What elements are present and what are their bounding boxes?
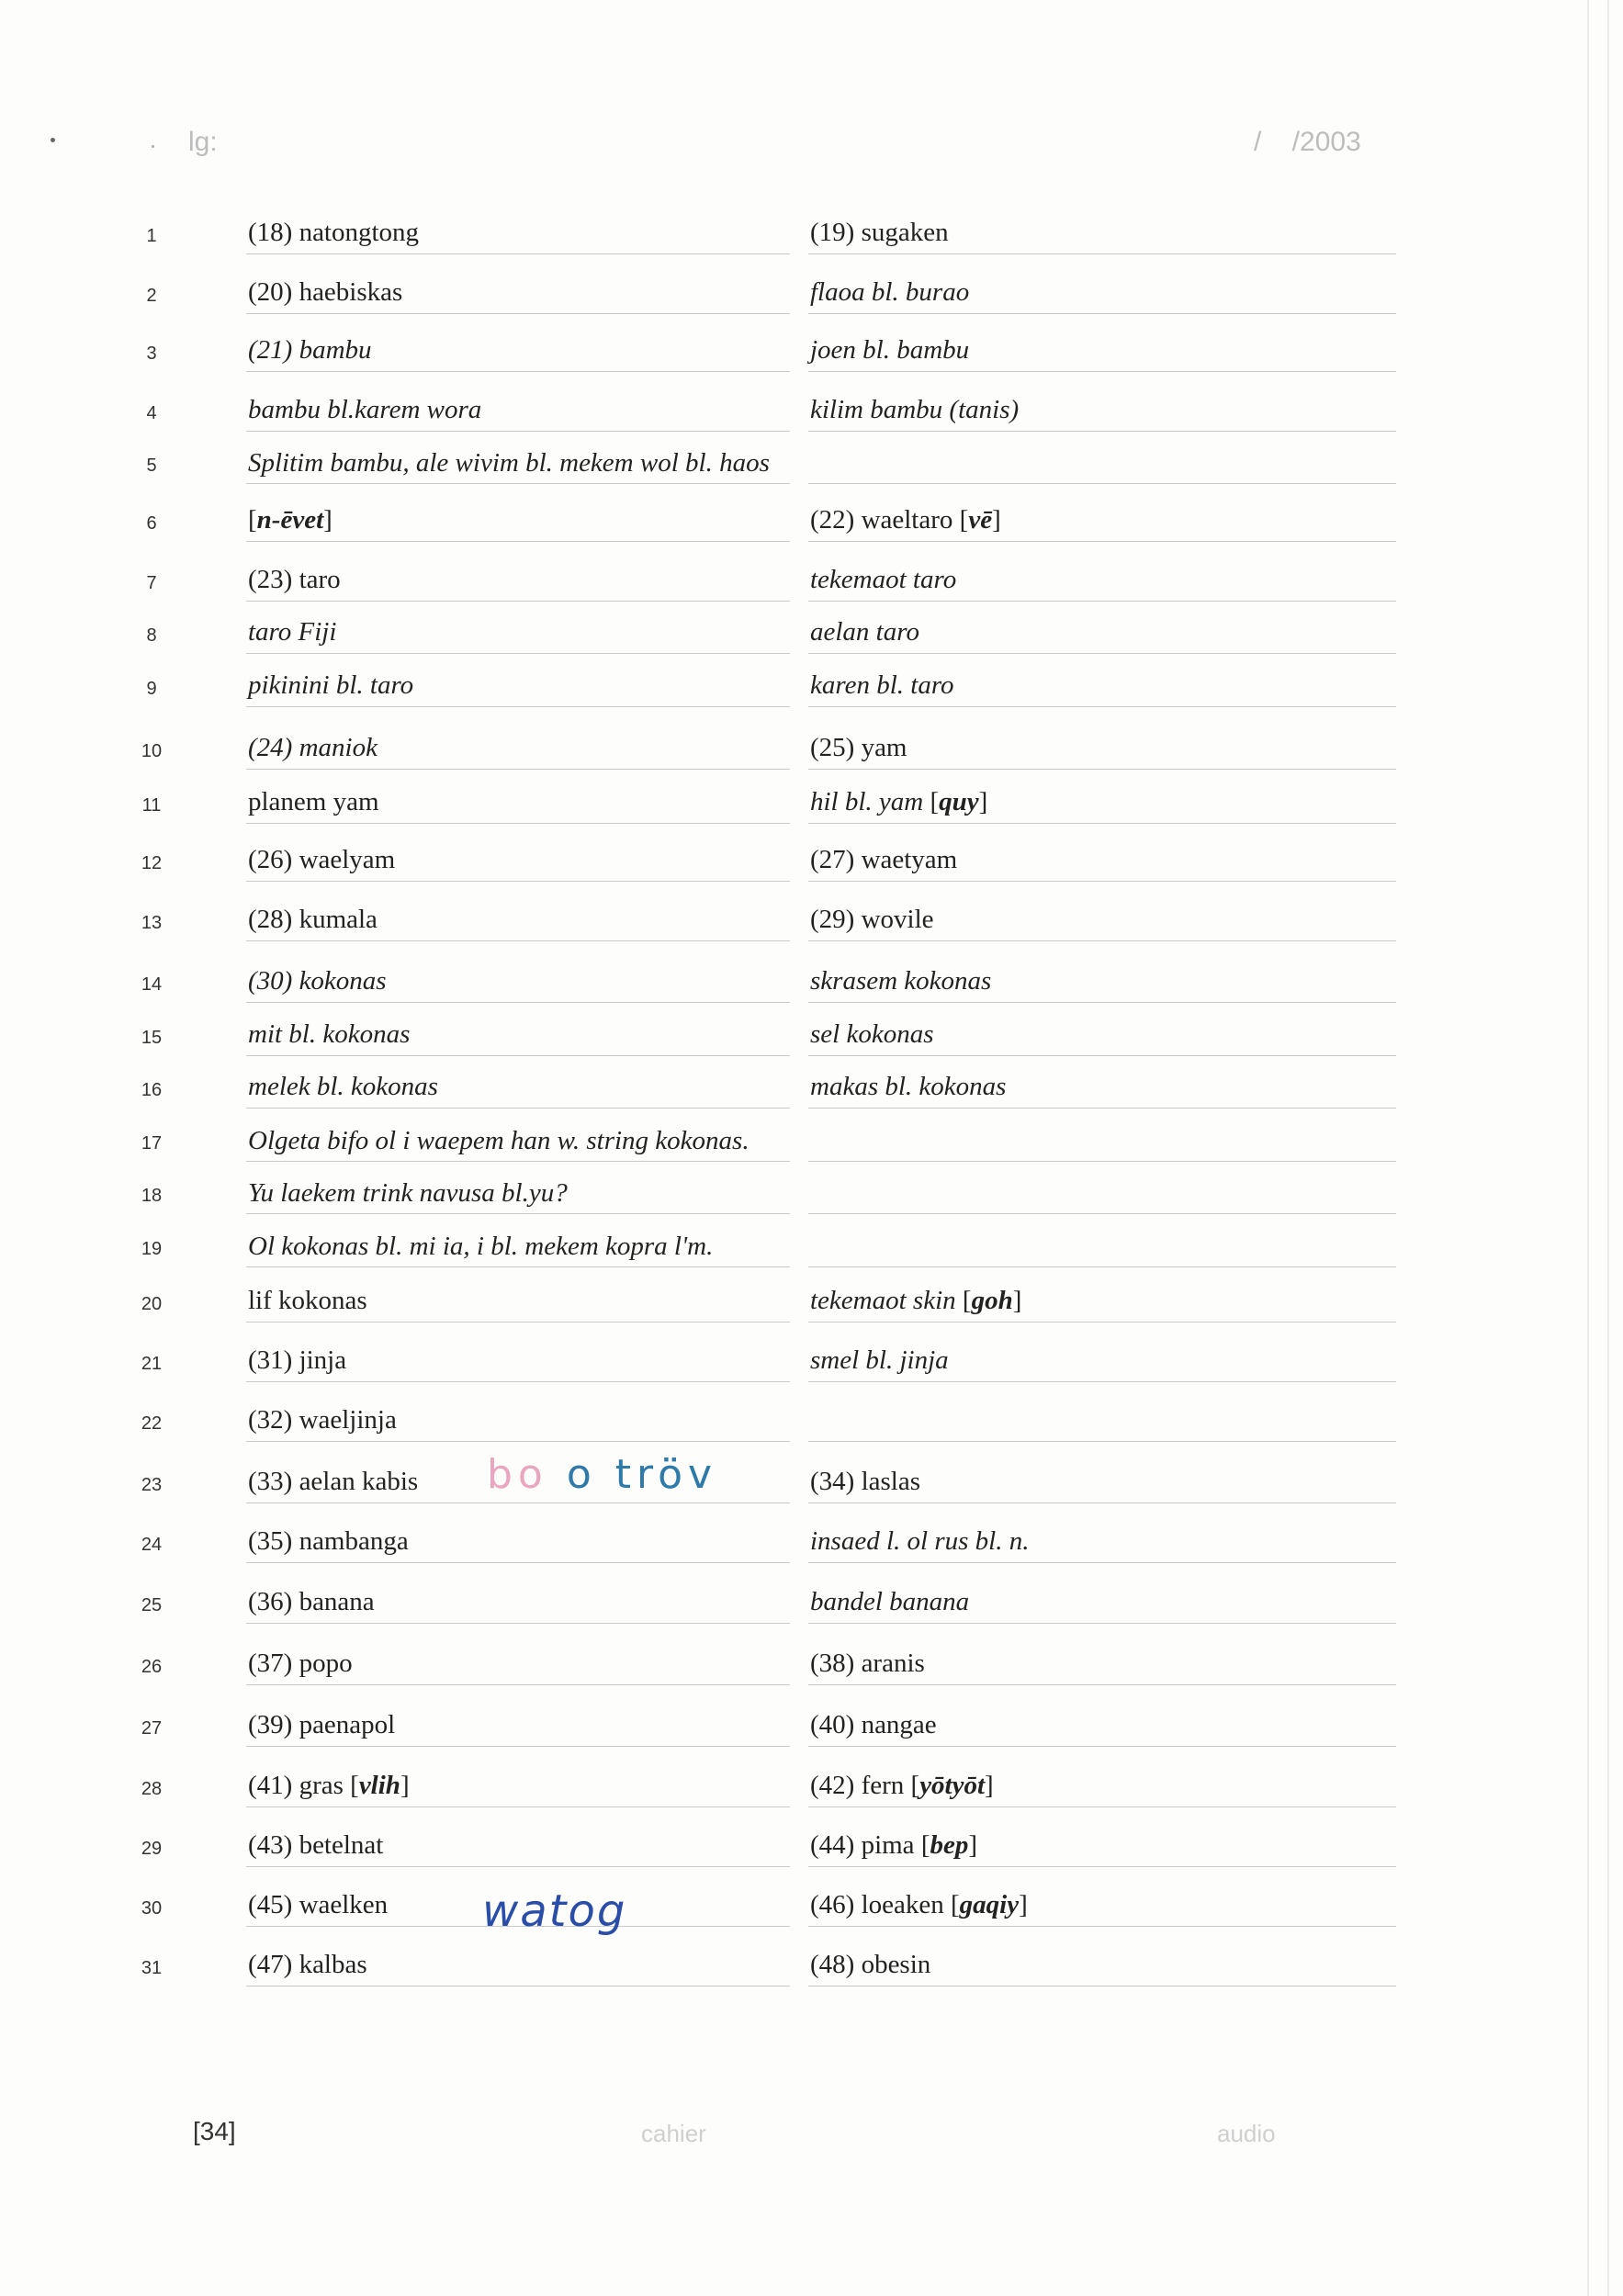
- word-row: [0, 1168, 1623, 1214]
- row-number: 9: [146, 679, 157, 699]
- prompt-sentence: Yu laekem trink navusa bl.yu?: [248, 1178, 571, 1209]
- entry-left-label: (37) popo: [248, 1649, 356, 1679]
- entry-right-label: (25) yam: [810, 733, 911, 763]
- entry-left-field[interactable]: [246, 1015, 790, 1056]
- entry-right-label: hil bl. yam [quy]: [810, 787, 991, 817]
- entry-right-field[interactable]: [808, 666, 1396, 707]
- row-number: 20: [141, 1294, 163, 1314]
- entry-right-field[interactable]: [808, 1945, 1396, 1986]
- entry-right-field[interactable]: [808, 1644, 1396, 1685]
- entry-left-label: bambu bl.karem wora: [248, 395, 485, 425]
- entry-right-label: sel kokonas: [810, 1019, 938, 1050]
- entry-right-label: (22) waeltaro [vē]: [810, 505, 1005, 535]
- entry-left-field[interactable]: [246, 782, 790, 824]
- entry-right-field[interactable]: [808, 560, 1396, 602]
- entry-left-field[interactable]: [246, 1522, 790, 1563]
- entry-right-field[interactable]: [808, 1341, 1396, 1382]
- word-row: [0, 1458, 1623, 1503]
- entry-left-field[interactable]: [246, 1644, 790, 1685]
- word-row: [0, 608, 1623, 654]
- word-row: [0, 1821, 1623, 1867]
- row-number: 14: [141, 974, 163, 995]
- row-number: 13: [141, 913, 163, 933]
- entry-right-field[interactable]: [808, 1582, 1396, 1624]
- word-row: [0, 1396, 1623, 1442]
- answer-line: [246, 1266, 790, 1267]
- entry-right-field[interactable]: [808, 1705, 1396, 1747]
- answer-line: [808, 1266, 1396, 1267]
- word-row: [0, 1277, 1623, 1322]
- row-number: 8: [146, 625, 157, 646]
- entry-left-field[interactable]: [246, 840, 790, 882]
- word-row: [0, 556, 1623, 602]
- word-row: [0, 1116, 1623, 1162]
- entry-left-label: (23) taro: [248, 565, 344, 595]
- entry-right-field[interactable]: [808, 900, 1396, 941]
- entry-right-label: (44) pima [bep]: [810, 1830, 981, 1861]
- entry-right-field[interactable]: [808, 1885, 1396, 1927]
- row-number: 5: [146, 456, 157, 476]
- row-number: 15: [141, 1028, 163, 1048]
- answer-line: [808, 1213, 1396, 1214]
- entry-left-label: (41) gras [vlih]: [248, 1771, 413, 1801]
- word-row: [0, 1761, 1623, 1807]
- entry-right-field[interactable]: [808, 840, 1396, 882]
- row-number: 4: [146, 403, 157, 423]
- word-row: [0, 496, 1623, 542]
- entry-left-field[interactable]: [246, 390, 790, 432]
- entry-right-label: makas bl. kokonas: [810, 1072, 1009, 1102]
- entry-right-field[interactable]: [808, 962, 1396, 1003]
- row-number: 1: [146, 226, 157, 246]
- row-number: 23: [141, 1475, 163, 1495]
- entry-right-label: aelan taro: [810, 617, 923, 647]
- entry-right-label: smel bl. jinja: [810, 1345, 952, 1376]
- prompt-sentence-field[interactable]: [246, 1174, 1396, 1214]
- entry-left-field[interactable]: [246, 1826, 790, 1867]
- entry-right-field[interactable]: [808, 1522, 1396, 1563]
- row-number: 25: [141, 1595, 163, 1615]
- prompt-sentence: Ol kokonas bl. mi ia, i bl. mekem kopra l'm.: [248, 1232, 716, 1262]
- entry-left-field[interactable]: [246, 728, 790, 770]
- entry-left-field[interactable]: [246, 1401, 790, 1442]
- footer-audio-label: audio: [1217, 2120, 1276, 2147]
- entry-left-field[interactable]: [246, 1945, 790, 1986]
- row-number: 31: [141, 1958, 163, 1978]
- entry-left-label: taro Fiji: [248, 617, 340, 647]
- entry-right-field[interactable]: [808, 273, 1396, 314]
- entry-right-field[interactable]: [808, 331, 1396, 372]
- entry-right-label: bandel banana: [810, 1587, 973, 1617]
- entry-right-field[interactable]: [808, 213, 1396, 254]
- word-row: [0, 1336, 1623, 1382]
- entry-left-label: (32) waeljinja: [248, 1405, 400, 1435]
- entry-left-field[interactable]: [246, 560, 790, 602]
- word-row: [0, 957, 1623, 1003]
- entry-right-label: (29) wovile: [810, 905, 938, 935]
- answer-line: [808, 1161, 1396, 1162]
- word-row: [0, 326, 1623, 372]
- entry-left-field[interactable]: [246, 1766, 790, 1807]
- entry-left-label: [n-ēvet]: [248, 505, 336, 535]
- word-row: [0, 268, 1623, 314]
- entry-right-label: (42) fern [yōtyōt]: [810, 1771, 997, 1801]
- entry-left-field[interactable]: [246, 1067, 790, 1109]
- entry-right-label: (46) loeaken [gaqiy]: [810, 1890, 1031, 1920]
- row-number: 18: [141, 1186, 163, 1206]
- entry-right-label: insaed l. ol rus bl. n.: [810, 1526, 1032, 1557]
- row-number: 6: [146, 513, 157, 534]
- answer-line: [246, 1213, 790, 1214]
- entry-left-field[interactable]: [246, 613, 790, 654]
- entry-right-label: kilim bambu (tanis): [810, 395, 1022, 425]
- row-number: 16: [141, 1080, 163, 1100]
- entry-left-field[interactable]: [246, 1705, 790, 1747]
- entry-left-field[interactable]: [246, 1341, 790, 1382]
- answer-line: [808, 483, 1396, 484]
- entry-left-field[interactable]: [246, 1582, 790, 1624]
- entry-right-label: karen bl. taro: [810, 670, 958, 701]
- scan-speck: [152, 145, 154, 148]
- word-row: [0, 1517, 1623, 1563]
- word-row: [0, 1941, 1623, 1986]
- entry-left-label: (21) bambu: [248, 335, 376, 366]
- word-row: [0, 778, 1623, 824]
- entry-left-field[interactable]: [246, 501, 790, 542]
- entry-left-field[interactable]: [246, 900, 790, 941]
- entry-left-label: mit bl. kokonas: [248, 1019, 413, 1050]
- entry-right-label: tekemaot taro: [810, 565, 960, 595]
- entry-right-field[interactable]: [808, 1766, 1396, 1807]
- entry-right-label: (19) sugaken: [810, 218, 952, 248]
- prompt-sentence-field[interactable]: [246, 444, 1396, 484]
- handwritten-note-row30: watog: [482, 1885, 627, 1937]
- scan-speck: [51, 138, 55, 142]
- entry-left-label: (31) jinja: [248, 1345, 350, 1376]
- row-number: 12: [141, 853, 163, 873]
- entry-left-field[interactable]: [246, 1281, 790, 1322]
- row-number: 17: [141, 1133, 163, 1154]
- entry-left-field[interactable]: [246, 666, 790, 707]
- row-number: 29: [141, 1839, 163, 1859]
- entry-left-field[interactable]: [246, 331, 790, 372]
- entry-left-label: (18) natongtong: [248, 218, 423, 248]
- row-number: 22: [141, 1413, 163, 1434]
- entry-left-label: (47) kalbas: [248, 1950, 371, 1980]
- entry-left-field[interactable]: [246, 213, 790, 254]
- entry-right-label: (40) nangae: [810, 1710, 941, 1740]
- row-number: 21: [141, 1354, 163, 1374]
- entry-right-label: skrasem kokonas: [810, 966, 995, 996]
- word-row: [0, 1578, 1623, 1624]
- answer-line: [246, 483, 790, 484]
- word-row: [0, 836, 1623, 882]
- entry-left-label: (43) betelnat: [248, 1830, 387, 1861]
- entry-right-label: (27) waetyam: [810, 845, 961, 875]
- handwritten-note-row23: bo o tröv: [487, 1451, 718, 1498]
- prompt-sentence: Splitim bambu, ale wivim bl. mekem wol bl. haos: [248, 448, 773, 478]
- entry-right-field[interactable]: [808, 728, 1396, 770]
- entry-right-field[interactable]: [808, 501, 1396, 542]
- language-label: lg:: [188, 127, 218, 157]
- entry-left-label: (39) paenapol: [248, 1710, 399, 1740]
- footer-cahier-label: cahier: [641, 2120, 706, 2147]
- word-row: [0, 1881, 1623, 1927]
- entry-left-label: (24) maniok: [248, 733, 381, 763]
- date-field: / /2003: [1254, 127, 1361, 157]
- word-row: [0, 438, 1623, 484]
- entry-right-label: (48) obesin: [810, 1950, 934, 1980]
- prompt-sentence-field[interactable]: [246, 1121, 1396, 1162]
- entry-right-field[interactable]: [808, 782, 1396, 824]
- entry-left-field[interactable]: [246, 273, 790, 314]
- entry-left-label: lif kokonas: [248, 1286, 371, 1316]
- word-row: [0, 1639, 1623, 1685]
- word-row: [0, 1701, 1623, 1747]
- word-row: [0, 1221, 1623, 1267]
- entry-right-field[interactable]: [808, 1462, 1396, 1503]
- prompt-sentence: Olgeta bifo ol i waepem han w. string kokonas.: [248, 1126, 753, 1156]
- word-row: [0, 1010, 1623, 1056]
- row-number: 28: [141, 1779, 163, 1799]
- entry-left-label: planem yam: [248, 787, 383, 817]
- entry-right-field[interactable]: [808, 390, 1396, 432]
- entry-left-field[interactable]: [246, 962, 790, 1003]
- entry-left-label: (35) nambanga: [248, 1526, 412, 1557]
- entry-right-field[interactable]: [808, 1826, 1396, 1867]
- word-row: [0, 386, 1623, 432]
- entry-left-label: (33) aelan kabis: [248, 1467, 422, 1497]
- entry-right-field[interactable]: [808, 1401, 1396, 1442]
- entry-left-label: (30) kokonas: [248, 966, 390, 996]
- row-number: 30: [141, 1898, 163, 1919]
- row-number: 2: [146, 286, 157, 306]
- entry-right-field[interactable]: [808, 613, 1396, 654]
- entry-left-label: (45) waelken: [248, 1890, 391, 1920]
- row-number: 10: [141, 741, 163, 761]
- row-number: 26: [141, 1657, 163, 1677]
- row-number: 19: [141, 1239, 163, 1259]
- entry-right-label: (38) aranis: [810, 1649, 929, 1679]
- entry-right-field[interactable]: [808, 1067, 1396, 1109]
- entry-left-label: pikinini bl. taro: [248, 670, 417, 701]
- entry-right-field[interactable]: [808, 1281, 1396, 1322]
- word-row: [0, 661, 1623, 707]
- entry-left-label: (28) kumala: [248, 905, 381, 935]
- entry-right-label: joen bl. bambu: [810, 335, 973, 366]
- word-row: [0, 1063, 1623, 1109]
- word-row: [0, 724, 1623, 770]
- word-row: [0, 208, 1623, 254]
- entry-right-field[interactable]: [808, 1015, 1396, 1056]
- row-number: 3: [146, 343, 157, 364]
- entry-left-label: (26) waelyam: [248, 845, 399, 875]
- page-number: [34]: [193, 2117, 236, 2145]
- entry-right-label: flaoa bl. burao: [810, 277, 973, 308]
- word-row: [0, 895, 1623, 941]
- entry-right-label: tekemaot skin [goh]: [810, 1286, 1025, 1316]
- entry-left-label: melek bl. kokonas: [248, 1072, 442, 1102]
- row-number: 27: [141, 1718, 163, 1739]
- row-number: 24: [141, 1535, 163, 1555]
- entry-left-label: (20) haebiskas: [248, 277, 406, 308]
- answer-line: [246, 1161, 790, 1162]
- row-number: 7: [146, 573, 157, 593]
- row-number: 11: [141, 795, 162, 816]
- entry-left-label: (36) banana: [248, 1587, 378, 1617]
- prompt-sentence-field[interactable]: [246, 1227, 1396, 1267]
- entry-right-label: (34) laslas: [810, 1467, 924, 1497]
